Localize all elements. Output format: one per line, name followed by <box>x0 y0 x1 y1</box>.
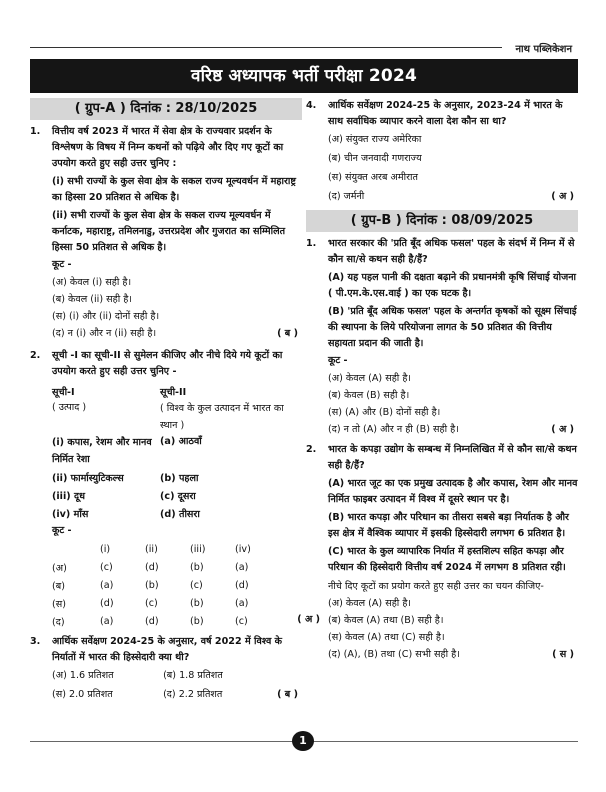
code-cell: (d) <box>235 579 249 591</box>
match-list-table <box>52 382 297 522</box>
option-a: (अ) 1.6 प्रतिशत <box>52 670 114 681</box>
question-1 <box>30 124 302 172</box>
pair-left: (i) कपास, रेशम और मानव निर्मित रेशा <box>52 437 152 465</box>
code-cell: (c) <box>235 615 248 627</box>
page-title: वरिष्ठ अध्यापक भर्ती परीक्षा 2024 <box>30 59 578 93</box>
code-cell: (a) <box>235 597 249 609</box>
pair-left: (iv) माँस <box>52 508 89 520</box>
option-d-row <box>306 187 578 206</box>
code-cell: (ब) <box>52 580 65 592</box>
group-a-header: ( ग्रुप-A ) दिनांक : 28/10/2025 <box>30 98 302 120</box>
question-number: 2. <box>30 350 41 361</box>
answer: ( स ) <box>552 649 574 660</box>
option-b: (ब) चीन जनवादी गणराज्य <box>328 153 422 164</box>
option-a: (अ) संयुक्त राज्य अमेरिका <box>328 134 422 145</box>
question-text: आर्थिक सर्वेक्षण 2024-25 के अनुसार, वर्ष 2022 में विश्व के निर्यातों में भारत की हिस्सेदारी क्या थी? <box>52 636 282 663</box>
statement-c: (C) भारत के कुल व्यापारिक निर्यात में हस्तशिल्प सहित कपड़ा और परिधान की हिस्सेदारी वित्तीय वर्ष 2024 में लगभग 8 प्रतिशत रही। <box>328 546 566 573</box>
option-row <box>30 685 302 704</box>
option-d-row <box>306 421 578 438</box>
question-3 <box>30 634 302 666</box>
statement-a: (A) यह पहल पानी की दक्षता बढ़ाने की प्रधानमंत्री कृषि सिंचाई योजना ( पी.एम.के.एस.वाई ) का एक घटक है। <box>328 272 577 299</box>
code-header <box>52 540 100 558</box>
answer: ( अ ) <box>297 614 320 625</box>
code-cell: (a) <box>235 561 249 573</box>
statement-i: (i) सभी राज्यों के कुल सेवा क्षेत्र के सकल राज्य मूल्यवर्धन में महाराष्ट्र का हिस्सा 20 प्रतिशत से अधिक है। <box>52 176 297 203</box>
code-label: कूट - <box>52 259 72 270</box>
answer: ( ब ) <box>277 689 298 700</box>
question-text: सूची -I का सूची-II से सुमेलन कीजिए और नीचे दिये गये कूटों का उपयोग करते हुए सही उत्तर चुनिए - <box>52 350 283 377</box>
left-column <box>30 98 320 704</box>
code-cell: (d) <box>145 561 159 573</box>
option-b: (ब) केवल (A) तथा (B) सही है। <box>328 615 444 626</box>
code-cell: (d) <box>145 615 159 627</box>
pair-right: (c) दूसरा <box>160 490 196 502</box>
code-label: कूट - <box>52 525 72 536</box>
code-cell: (b) <box>190 561 204 573</box>
pair-right: (a) आठवाँ <box>160 436 202 447</box>
question-number: 4. <box>306 100 317 111</box>
code-cell: (b) <box>145 579 159 591</box>
option-a: (अ) केवल (A) सही है। <box>328 373 412 384</box>
option-a: (अ) केवल (i) सही है। <box>52 277 132 288</box>
option-d-row <box>306 646 578 663</box>
code-cell: (c) <box>145 597 158 609</box>
header-rule <box>30 47 502 48</box>
option-c: (स) केवल (A) तथा (C) सही है। <box>328 632 445 643</box>
option-c: (स) (A) और (B) दोनों सही है। <box>328 407 441 418</box>
code-cell: (d) <box>100 597 114 609</box>
group-b-header: ( ग्रुप-B ) दिनांक : 08/09/2025 <box>306 210 578 232</box>
statement-b: (B) भारत कपड़ा और परिधान का तीसरा सबसे बड़ा निर्यातक है और इस क्षेत्र में वैश्विक व्यापार में इसकी हिस्सेदारी लगभग 6 प्रतिशत है। <box>328 512 569 539</box>
option-d: (द) न (i) और न (ii) सही है। <box>52 328 157 339</box>
code-header: (iv) <box>235 543 251 555</box>
question-text: आर्थिक सर्वेक्षण 2024-25 के अनुसार, 2023-24 में भारत के साथ सर्वाधिक व्यापार करने वाला देश कौन सा था? <box>328 100 563 127</box>
option-c: (स) संयुक्त अरब अमीरात <box>328 172 418 183</box>
code-prompt: नीचे दिए कूटों का प्रयोग करते हुए सही उत्तर का चयन कीजिए- <box>328 581 544 592</box>
pair-left: (ii) फार्मास्युटिकल्स <box>52 472 124 484</box>
question-number: 1. <box>30 126 41 137</box>
statement-ii: (ii) सभी राज्यों के कुल सेवा क्षेत्र के सकल राज्य मूल्यवर्धन में कर्नाटक, महाराष्ट्र, तमिलनाडु, उत्तरप्रदेश और गुजरात का सम्मिलित हिस्सा 50 प्रतिशत से अधिक है। <box>52 210 286 253</box>
right-column <box>306 98 578 663</box>
code-cell: (c) <box>190 579 203 591</box>
statement-b: (B) 'प्रति बूँद अधिक फसल' पहल के अन्तर्गत कृषकों को सूक्ष्म सिंचाई की स्थापना के लिये परियोजना लागत के 50 प्रतिशत की वित्तीय सहायता प्रदान की जाती है। <box>328 306 577 349</box>
answer: ( ब ) <box>277 328 298 339</box>
code-cell: (b) <box>190 615 204 627</box>
code-cell: (a) <box>100 615 114 627</box>
code-cell: (a) <box>100 579 114 591</box>
answer: ( अ ) <box>551 191 574 202</box>
page-number: 1 <box>292 731 314 751</box>
code-table <box>52 540 320 630</box>
list2-head: सूची-II <box>160 386 187 398</box>
pair-right: (b) पहला <box>160 472 199 484</box>
statement-a: (A) भारत जूट का एक प्रमुख उत्पादक है और कपास, रेशम और मानव निर्मित फाइबर उत्पादन में विश्व में दूसरे स्थान पर है। <box>328 478 578 505</box>
question-4 <box>306 98 578 130</box>
option-d-row <box>30 325 302 342</box>
code-cell: (c) <box>100 561 113 573</box>
list2-sub: ( विश्व के कुल उत्पादन में भारत का स्थान ) <box>160 403 284 431</box>
pair-right: (d) तीसरा <box>160 508 200 520</box>
code-cell: (अ) <box>52 562 67 574</box>
option-d: (द) (A), (B) तथा (C) सभी सही है। <box>328 649 460 660</box>
code-cell-last <box>235 612 320 630</box>
option-b: (ब) 1.8 प्रतिशत <box>163 670 223 681</box>
question-number: 2. <box>306 444 317 455</box>
publisher-name: नाथ पब्लिकेशन <box>515 44 572 55</box>
question-number: 3. <box>30 636 41 647</box>
option-d: (द) न तो (A) और न ही (B) सही है। <box>328 424 459 435</box>
option-b: (ब) केवल (B) सही है। <box>328 390 410 401</box>
list1-sub: ( उत्पाद ) <box>52 402 87 413</box>
option-c: (स) (i) और (ii) दोनों सही है। <box>52 311 160 322</box>
option-b: (ब) केवल (ii) सही है। <box>52 294 132 305</box>
question-text: भारत के कपड़ा उद्योग के सम्बन्ध में निम्नलिखित में से कौन सा/से कथन सही है/हैं? <box>328 444 577 471</box>
option-a: (अ) केवल (A) सही है। <box>328 598 412 609</box>
code-header: (ii) <box>145 543 158 555</box>
question-text: वित्तीय वर्ष 2023 में भारत में सेवा क्षेत्र के राज्यवार प्रदर्शन के विश्लेषण के विषय में निम्न कथनों को पढ़िये और दिए गए कूटों का उपयोग करते हुए सही उत्तर चुनिए : <box>52 126 284 169</box>
code-cell: (स) <box>52 598 66 610</box>
question-number: 1. <box>306 238 317 249</box>
option-row <box>30 666 302 685</box>
code-cell: (द) <box>52 616 65 628</box>
pair-left: (iii) दूध <box>52 490 85 502</box>
question-text: भारत सरकार की 'प्रति बूँद अधिक फसल' पहल के संदर्भ में निम्न में से कौन सा/से कथन सही है/हैं? <box>328 238 575 265</box>
code-header: (i) <box>100 543 111 555</box>
code-cell: (b) <box>190 597 204 609</box>
code-label: कूट - <box>328 355 348 366</box>
list1-head: सूची-I <box>52 386 75 398</box>
option-d: (द) 2.2 प्रतिशत <box>163 689 223 700</box>
option-d: (द) जर्मनी <box>328 191 365 202</box>
question-b1 <box>306 236 578 268</box>
option-c: (स) 2.0 प्रतिशत <box>52 689 113 700</box>
question-2 <box>30 348 302 380</box>
code-header: (iii) <box>190 543 206 555</box>
question-b2 <box>306 442 578 474</box>
answer: ( अ ) <box>551 424 574 435</box>
